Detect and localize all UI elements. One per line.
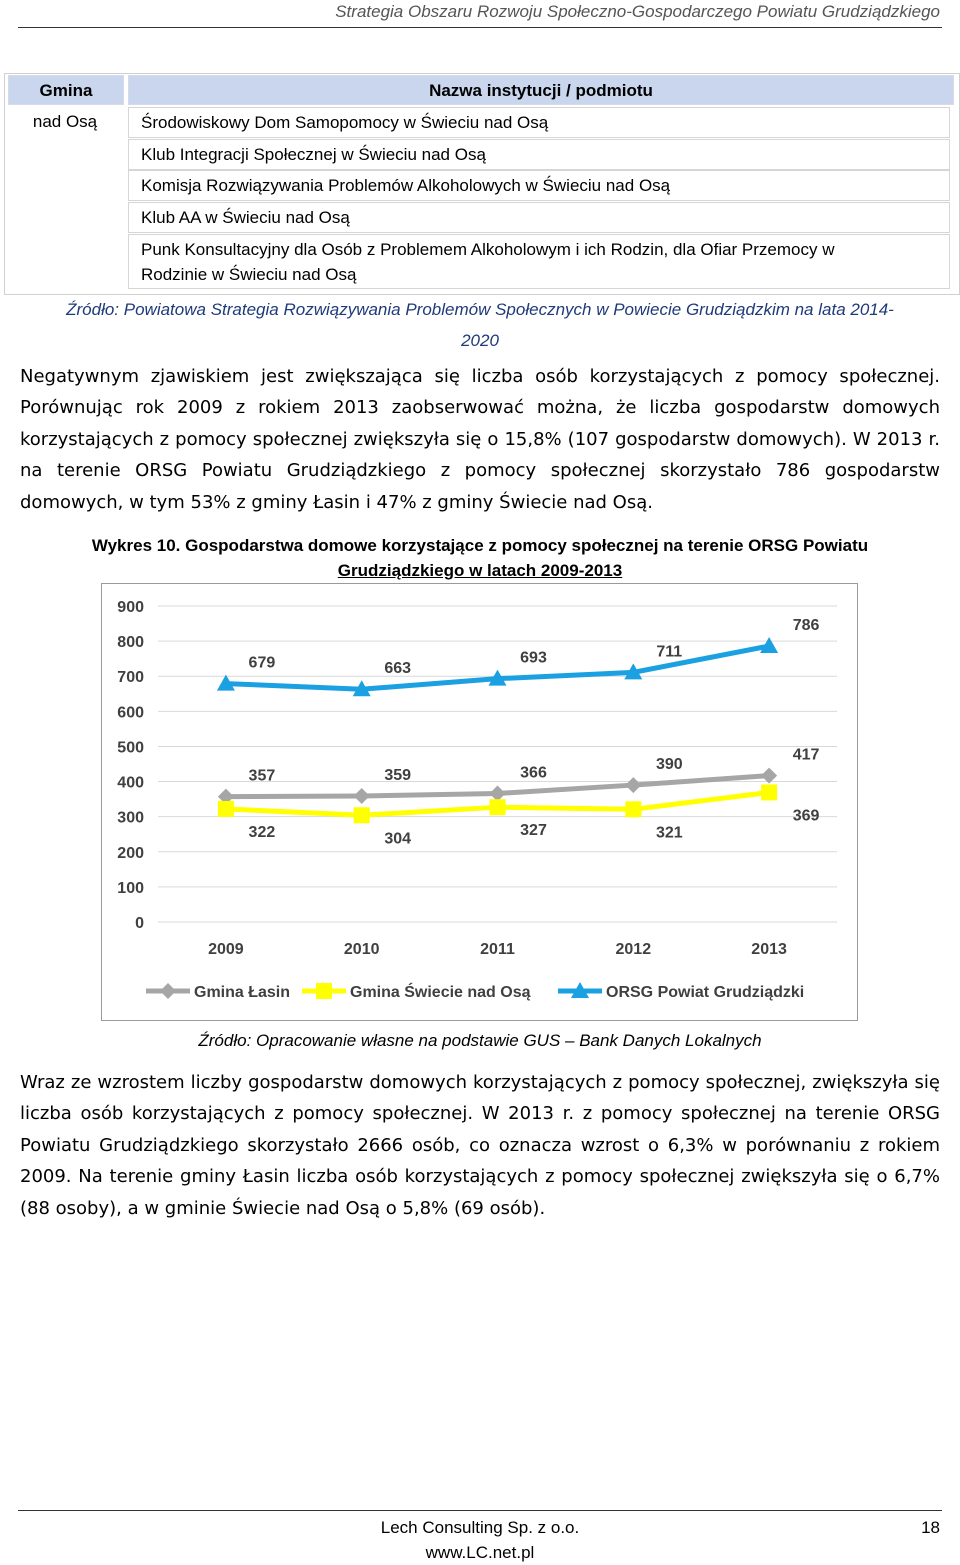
data-label: 304: [384, 830, 412, 848]
footer-divider: [18, 1510, 942, 1511]
data-label: 663: [384, 660, 412, 678]
paragraph-persons: [20, 1067, 940, 1224]
data-point: [218, 801, 234, 817]
data-label: 679: [248, 654, 276, 672]
paragraph-line: liczba osób korzystających z pomocy społecznej. W 2013 r. z pomocy społecznej na terenie ORSG: [20, 1103, 940, 1125]
y-tick-label: 700: [117, 669, 144, 687]
table-source-line: Źródło: Powiatowa Strategia Rozwiązywania Problemów Społecznych w Powiecie Grudziądzkim na lata 2014-: [66, 300, 894, 319]
table-cell: Punk Konsultacyjny dla Osób z Problemem Alkoholowym i ich Rodzin, dla Ofiar Przemocy w: [141, 240, 835, 259]
data-point: [490, 799, 506, 815]
chart-y-axis: [117, 599, 144, 932]
paragraph-line: Porównując rok 2009 z rokiem 2013 zaobserwować można, że liczba gospodarstw domowych: [20, 397, 940, 419]
x-tick-label: 2013: [751, 941, 787, 958]
data-label: 693: [520, 649, 547, 667]
data-point: [490, 785, 506, 801]
data-label: 417: [792, 746, 820, 764]
paragraph-households: [20, 361, 940, 518]
paragraph-line: Powiatu Grudziądzkiego skorzystało 2666 osób, co oznacza wzrost o 6,3% w porównaniu z rokiem: [20, 1134, 940, 1156]
page-header-title: Strategia Obszaru Rozwoju Społeczno-Gospodarczego Powiatu Grudziądzkiego: [335, 2, 940, 21]
data-label: 711: [656, 643, 683, 661]
chart-source: Źródło: Opracowanie własne na podstawie GUS – Bank Danych Lokalnych: [198, 1031, 762, 1050]
data-label: 327: [520, 822, 547, 840]
data-label: 369: [792, 807, 820, 825]
chart-frame: [101, 583, 858, 1021]
header-divider: [18, 27, 942, 28]
legend-label: Gmina Łasin: [194, 984, 291, 1001]
y-tick-label: 0: [135, 915, 144, 932]
table-row: [128, 107, 950, 138]
y-tick-label: 300: [117, 809, 144, 827]
table-row: [128, 170, 950, 201]
chart-caption-line2: Grudziądzkiego w latach 2009-2013: [337, 561, 623, 580]
x-tick-label: 2009: [208, 941, 244, 958]
data-point: [354, 788, 370, 804]
chart-x-axis: [208, 941, 787, 958]
data-label: 321: [655, 824, 683, 842]
table-cell: Środowiskowy Dom Samopomocy w Świeciu nad Osą: [141, 113, 549, 132]
footer-company: Lech Consulting Sp. z o.o.: [380, 1518, 580, 1537]
y-tick-label: 400: [117, 774, 144, 792]
table-source: [0, 294, 960, 356]
data-point: [625, 777, 641, 793]
legend-marker: [160, 983, 176, 999]
chart-legend: [146, 982, 804, 1001]
table-row: [128, 139, 950, 170]
y-tick-label: 100: [117, 879, 144, 897]
data-label: 786: [792, 617, 820, 635]
table-row: [128, 202, 950, 233]
y-tick-label: 900: [117, 599, 144, 616]
y-tick-label: 800: [117, 634, 144, 652]
data-point: [625, 801, 641, 817]
table-source-line: 2020: [461, 331, 499, 350]
data-label: 322: [248, 823, 276, 841]
data-label: 390: [655, 756, 683, 774]
table-cell-gmina: nad Osą: [32, 112, 98, 131]
data-label: 366: [520, 764, 547, 782]
data-label: 357: [248, 767, 276, 785]
paragraph-line: korzystających z pomocy społecznej zwiększyła się o 15,8% (107 gospodarstw domowych). W 2013 r.: [20, 428, 940, 450]
paragraph-line: Wraz ze wzrostem liczby gospodarstw domowych korzystających z pomocy społecznej, zwiększyła się: [20, 1072, 940, 1093]
y-tick-label: 600: [117, 704, 144, 722]
households-line-chart: [102, 584, 857, 1020]
paragraph-line: Negatywnym zjawiskiem jest zwiększająca się liczba osób korzystających z pomocy społecznej.: [20, 366, 940, 387]
page-number: 18: [921, 1518, 940, 1537]
legend-marker: [316, 983, 332, 999]
paragraph-line: (88 osoby), a w gminie Świecie nad Osą o 5,8% (69 osób).: [20, 1197, 546, 1219]
paragraph-line: domowych, w tym 53% z gminy Łasin i 47% z gminy Świecie nad Osą.: [20, 491, 653, 513]
data-point: [761, 784, 777, 800]
chart-series: [217, 637, 778, 823]
paragraph-line: 2009. Na terenie gminy Łasin liczba osób korzystających z pomocy społecznej zwiększyła się o 6,7%: [20, 1166, 940, 1188]
x-tick-label: 2012: [615, 941, 652, 958]
data-label: 359: [384, 766, 412, 784]
table-cell: Komisja Rozwiązywania Problemów Alkoholowych w Świeciu nad Osą: [141, 176, 671, 195]
chart-caption: [0, 533, 960, 583]
data-point: [354, 807, 370, 823]
x-tick-label: 2010: [343, 941, 380, 958]
table-header-gmina: Gmina: [8, 75, 124, 105]
table-row: [128, 234, 950, 289]
paragraph-line: na terenie ORSG Powiatu Grudziądzkiego z pomocy społecznej skorzystało 786 gospodarstw: [20, 460, 940, 482]
footer-website: www.LC.net.pl: [425, 1543, 535, 1562]
table-cell: Klub AA w Świeciu nad Osą: [141, 208, 350, 227]
y-tick-label: 200: [117, 844, 144, 862]
x-tick-label: 2011: [480, 941, 515, 958]
legend-label: Gmina Świecie nad Osą: [350, 984, 531, 1001]
table-header-nazwa: Nazwa instytucji / podmiotu: [128, 75, 954, 105]
table-cell: Klub Integracji Społecznej w Świeciu nad Osą: [141, 145, 486, 164]
table-cell: Rodzinie w Świeciu nad Osą: [141, 265, 357, 284]
legend-label: ORSG Powiat Grudziądzki: [606, 984, 805, 1001]
chart-caption-line1: Wykres 10. Gospodarstwa domowe korzystające z pomocy społecznej na terenie ORSG Powiatu: [91, 536, 869, 555]
y-tick-label: 500: [117, 739, 144, 757]
